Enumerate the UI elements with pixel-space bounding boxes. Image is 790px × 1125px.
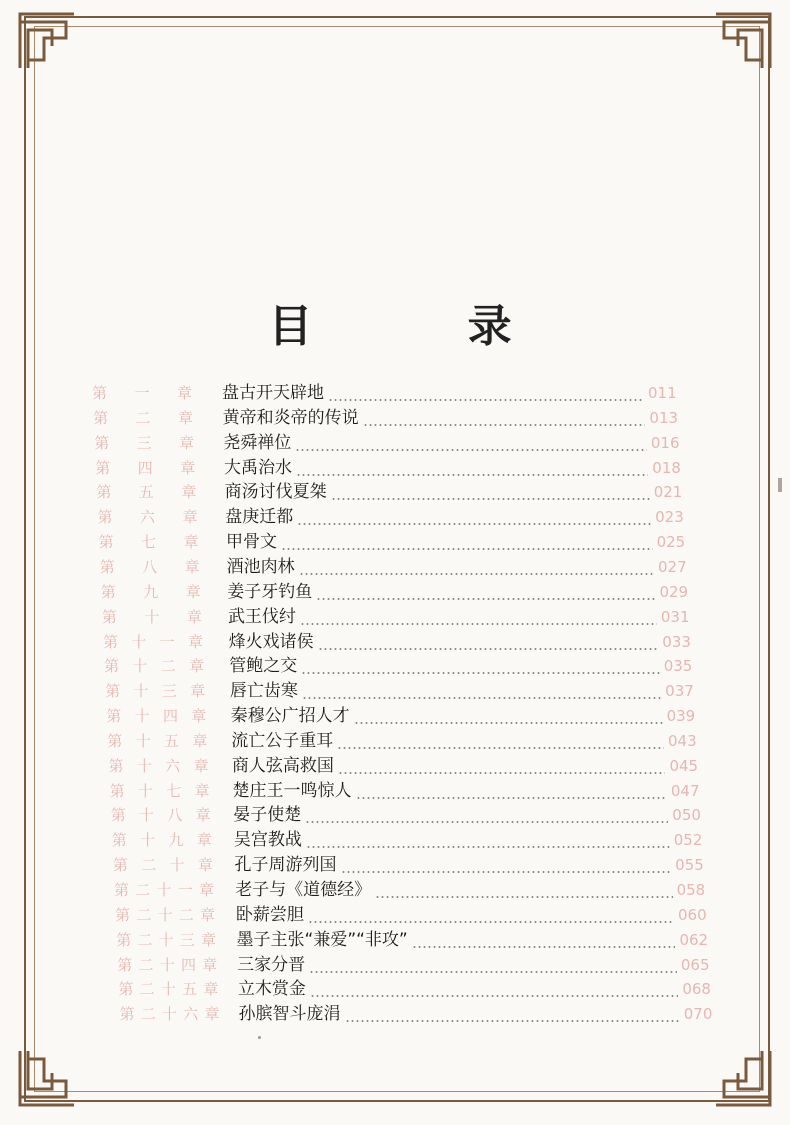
toc-chapter-char: 一: [134, 384, 150, 402]
toc-dot-leader: [310, 978, 678, 1000]
toc-dot-leader: [345, 1003, 680, 1025]
toc-dot-leader: [356, 780, 667, 802]
toc-chapter-number: [96, 481, 196, 503]
toc-chapter-char: 章: [187, 632, 203, 651]
toc-dot-leader: [363, 407, 645, 429]
page-title: 目 录: [268, 301, 582, 352]
toc-dot-leader: [375, 879, 673, 901]
toc-row: [0, 780, 790, 802]
toc-chapter-char: 十: [156, 881, 172, 899]
toc-chapter-char: 第: [117, 955, 133, 974]
toc-page-number: 068: [682, 980, 711, 999]
toc-chapter-char: 十: [132, 657, 148, 676]
corner-ornament-top-right: [710, 8, 776, 74]
toc-chapter-char: 一: [159, 632, 175, 651]
toc-chapter-number: [109, 755, 209, 777]
toc-chapter-char: 十: [135, 731, 151, 750]
toc-chapter-char: 第: [116, 930, 132, 949]
toc-row: [0, 382, 790, 404]
toc-row: [0, 954, 790, 976]
toc-chapter-char: 章: [198, 881, 214, 899]
toc-row: [0, 755, 790, 777]
toc-chapter-char: 十: [159, 955, 175, 974]
toc-page-number: 047: [670, 781, 700, 800]
toc-chapter-char: 三: [136, 433, 152, 452]
toc-row: [0, 730, 790, 752]
toc-chapter-char: 一: [177, 881, 193, 899]
toc-row: [0, 531, 790, 553]
toc-dot-leader: [309, 954, 677, 976]
toc-page-number: 039: [666, 707, 696, 726]
toc-page-number: 018: [652, 458, 681, 477]
toc-chapter-char: 十: [137, 781, 153, 800]
toc-dot-leader: [296, 457, 648, 479]
toc-page-number: 033: [662, 632, 691, 651]
toc-dot-leader: [301, 655, 660, 677]
toc-row: [0, 904, 790, 926]
toc-page-number: 025: [656, 533, 686, 552]
toc-chapter-char: 四: [162, 707, 178, 726]
toc-chapter-char: 章: [179, 433, 195, 452]
toc-entry-title: 孔子周游列国: [234, 855, 337, 876]
toc-entry-title: 管鲍之交: [229, 656, 298, 677]
toc-dot-leader: [306, 829, 670, 851]
toc-page-number: 031: [660, 607, 690, 626]
corner-ornament-bottom-left: [14, 1045, 80, 1111]
toc-page-number: 021: [653, 483, 683, 502]
toc-row: [0, 606, 790, 628]
toc-chapter-char: 章: [201, 930, 217, 949]
toc-chapter-number: [105, 680, 205, 702]
toc-row: [0, 481, 790, 503]
toc-chapter-char: 二: [139, 980, 155, 999]
toc-dot-leader: [354, 705, 663, 727]
toc-chapter-char: 二: [136, 905, 152, 924]
toc-chapter-number: [103, 631, 203, 653]
toc-row: [0, 680, 790, 702]
toc-chapter-number: [116, 929, 216, 951]
toc-page-number: 052: [673, 831, 703, 850]
toc-dot-leader: [297, 506, 651, 528]
toc-chapter-char: 章: [181, 483, 197, 502]
toc-chapter-char: 第: [107, 731, 123, 750]
toc-row: [0, 655, 790, 677]
toc-chapter-char: 第: [94, 433, 110, 452]
toc-chapter-char: 章: [196, 831, 212, 850]
toc-entry-title: 姜子牙钓鱼: [227, 581, 313, 602]
toc-chapter-char: 二: [135, 881, 151, 899]
toc-chapter-char: 章: [193, 756, 209, 775]
toc-row: [0, 506, 790, 528]
toc-entry-title: 吴宫教战: [233, 830, 302, 851]
toc-chapter-char: 第: [105, 682, 121, 701]
toc-chapter-char: 章: [176, 384, 192, 402]
toc-dot-leader: [316, 581, 655, 603]
toc-chapter-char: 十: [160, 980, 176, 999]
toc-chapter-char: 二: [137, 930, 153, 949]
toc-row: [0, 879, 790, 901]
toc-chapter-char: 章: [203, 980, 219, 999]
toc-chapter-number: [113, 854, 213, 876]
toc-chapter-char: 五: [182, 980, 198, 999]
toc-page-number: 011: [648, 384, 677, 402]
toc-chapter-char: 六: [165, 756, 181, 775]
toc-chapter-char: 三: [179, 930, 195, 949]
toc-chapter-char: 二: [140, 1005, 156, 1024]
toc-chapter-char: 二: [141, 856, 157, 875]
toc-chapter-char: 二: [135, 408, 151, 427]
toc-page-number: 070: [683, 1005, 713, 1024]
toc-dot-leader: [341, 854, 671, 876]
toc-chapter-char: 章: [184, 557, 200, 576]
toc-chapter-char: 八: [167, 806, 183, 825]
toc-entry-title: 武王伐纣: [227, 606, 296, 627]
toc-page-number: 013: [649, 408, 679, 427]
toc-chapter-number: [112, 829, 212, 851]
toc-chapter-number: [106, 705, 206, 727]
toc-chapter-char: 章: [189, 657, 205, 676]
toc-chapter-char: 章: [178, 408, 194, 427]
toc-entry-title: 墨子主张“兼爱”“非攻”: [236, 929, 408, 950]
toc-page-number: 035: [663, 657, 693, 676]
toc-entry-title: 盘古开天辟地: [222, 383, 324, 403]
toc-chapter-char: 四: [137, 458, 153, 477]
toc-chapter-char: 章: [195, 806, 211, 825]
toc-chapter-char: 八: [142, 557, 158, 576]
toc-chapter-char: 十: [144, 607, 160, 626]
toc-chapter-char: 十: [161, 1005, 177, 1024]
toc-chapter-char: 十: [133, 682, 149, 701]
toc-entry-title: 楚庄王一鸣惊人: [232, 780, 352, 801]
toc-row: [0, 631, 790, 653]
toc-chapter-char: 第: [118, 980, 134, 999]
toc-entry-title: 商汤讨伐夏桀: [224, 482, 327, 503]
toc-entry-title: 三家分晋: [237, 954, 306, 975]
toc-chapter-char: 第: [93, 408, 109, 427]
toc-row: [0, 705, 790, 727]
toc-chapter-number: [102, 606, 202, 628]
toc-entry-title: 酒池肉林: [226, 556, 295, 577]
toc-chapter-number: [117, 954, 217, 976]
toc-entry-title: 秦穆公广招人才: [230, 706, 350, 727]
toc-chapter-char: 章: [194, 781, 210, 800]
toc-chapter-char: 七: [141, 533, 157, 552]
toc-chapter-char: 章: [204, 1005, 220, 1024]
toc-page-number: 060: [678, 905, 707, 924]
toc-dot-leader: [338, 755, 665, 777]
toc-page-number: 029: [659, 582, 689, 601]
toc-chapter-char: 第: [99, 557, 115, 576]
toc-page-number: 037: [665, 682, 694, 701]
toc-chapter-char: 章: [200, 905, 216, 924]
toc-dot-leader: [305, 804, 668, 826]
toc-chapter-number: [107, 730, 207, 752]
toc-chapter-char: 六: [183, 1005, 199, 1024]
toc-dot-leader: [337, 730, 664, 752]
toc-page-number: 055: [675, 856, 704, 875]
toc-chapter-number: [95, 457, 195, 479]
toc-chapter-number: [98, 506, 198, 528]
toc-entry-title: 立木赏金: [237, 979, 306, 1000]
toc-chapter-char: 章: [185, 582, 201, 601]
toc-chapter-char: 十: [134, 707, 150, 726]
toc-entry-title: 尧舜禅位: [223, 432, 292, 453]
toc-chapter-char: 第: [114, 881, 130, 899]
toc-chapter-char: 第: [103, 632, 119, 651]
toc-chapter-char: 第: [106, 707, 122, 726]
toc-page-number: 016: [650, 433, 680, 452]
toc-chapter-char: 三: [161, 682, 177, 701]
toc-chapter-char: 章: [183, 533, 199, 552]
toc-row: [0, 432, 790, 454]
toc-chapter-char: 章: [190, 682, 206, 701]
toc-chapter-char: 第: [110, 806, 126, 825]
toc-chapter-number: [101, 581, 201, 603]
toc-chapter-number: [111, 804, 211, 826]
toc-chapter-char: 章: [180, 458, 196, 477]
toc-entry-title: 唇亡齿寒: [229, 681, 298, 702]
toc-chapter-char: 二: [160, 657, 176, 676]
toc-chapter-char: 章: [186, 607, 202, 626]
toc-dot-leader: [300, 606, 657, 628]
toc-page-number: 050: [672, 806, 701, 825]
toc-chapter-number: [118, 978, 218, 1000]
toc-chapter-char: 第: [111, 831, 127, 850]
toc-dot-leader: [328, 382, 644, 404]
toc-row: [0, 804, 790, 826]
toc-chapter-char: 第: [96, 483, 112, 502]
toc-dot-leader: [302, 680, 661, 702]
toc-row: [0, 1003, 790, 1025]
toc-row: [0, 407, 790, 429]
toc-chapter-char: 十: [139, 806, 155, 825]
toc-chapter-number: [92, 382, 192, 404]
toc-chapter-number: [93, 407, 193, 429]
toc-chapter-char: 二: [178, 905, 194, 924]
toc-chapter-number: [104, 655, 204, 677]
toc-chapter-char: 五: [164, 731, 180, 750]
toc-entry-title: 大禹治水: [223, 457, 292, 478]
toc-chapter-char: 章: [202, 955, 218, 974]
toc-chapter-char: 第: [95, 458, 111, 477]
toc-page-number: 027: [658, 557, 687, 576]
toc-page-number: 023: [655, 508, 684, 527]
toc-chapter-number: [120, 1003, 220, 1025]
toc-chapter-char: 二: [138, 955, 154, 974]
toc-chapter-char: 十: [169, 856, 185, 875]
toc-chapter-number: [115, 904, 215, 926]
toc-dot-leader: [412, 929, 675, 951]
toc-entry-title: 烽火戏诸侯: [228, 631, 314, 652]
toc-dot-leader: [308, 904, 674, 926]
print-speck: [258, 1036, 261, 1039]
toc-chapter-char: 第: [100, 582, 116, 601]
toc-page-number: 062: [679, 930, 709, 949]
toc-chapter-char: 第: [104, 657, 120, 676]
toc-chapter-char: 九: [168, 831, 184, 850]
toc-page-number: 058: [676, 881, 706, 899]
toc-chapter-char: 章: [192, 731, 208, 750]
toc-chapter-char: 十: [157, 905, 173, 924]
toc-row: [0, 457, 790, 479]
toc-chapter-char: 四: [181, 955, 197, 974]
toc-chapter-number: [114, 879, 214, 901]
toc-chapter-number: [110, 780, 210, 802]
corner-ornament-bottom-right: [710, 1045, 776, 1111]
toc-chapter-char: 第: [101, 607, 117, 626]
toc-row: [0, 829, 790, 851]
toc-row: [0, 978, 790, 1000]
toc-dot-leader: [331, 481, 650, 503]
toc-entry-title: 流亡公子重耳: [231, 730, 334, 751]
toc-entry-title: 黄帝和炎帝的传说: [222, 407, 359, 428]
toc-page-number: 065: [680, 955, 710, 974]
toc-chapter-char: 第: [92, 384, 108, 402]
toc-chapter-char: 十: [140, 831, 156, 850]
toc-chapter-char: 五: [138, 483, 154, 502]
toc-chapter-char: 六: [139, 508, 155, 527]
toc-chapter-char: 章: [191, 707, 207, 726]
toc-chapter-number: [99, 531, 199, 553]
toc-chapter-char: 第: [109, 781, 125, 800]
toc-entry-title: 老子与《道德经》: [235, 880, 372, 900]
toc-chapter-char: 第: [108, 756, 124, 775]
toc-entry-title: 商人弦高救国: [231, 755, 334, 776]
toc-entry-title: 盘庚迁都: [225, 507, 294, 528]
toc-entry-title: 晏子使楚: [233, 805, 302, 826]
toc-chapter-char: 章: [182, 508, 198, 527]
toc-chapter-char: 第: [119, 1005, 135, 1024]
edge-mark: [778, 478, 782, 492]
corner-ornament-top-left: [14, 8, 80, 74]
toc-chapter-char: 章: [197, 856, 213, 875]
toc-chapter-char: 十: [131, 632, 147, 651]
toc-dot-leader: [281, 531, 653, 553]
toc-chapter-char: 第: [115, 905, 131, 924]
toc-dot-leader: [299, 556, 654, 578]
toc-chapter-char: 十: [158, 930, 174, 949]
toc-row: [0, 854, 790, 876]
toc-chapter-char: 七: [166, 781, 182, 800]
toc-dot-leader: [295, 432, 647, 454]
toc-row: [0, 929, 790, 951]
toc-row: [0, 581, 790, 603]
toc-entry-title: 甲骨文: [225, 532, 277, 553]
toc-dot-leader: [318, 631, 658, 653]
toc-chapter-char: 十: [136, 756, 152, 775]
toc-entry-title: 孙膑智斗庞涓: [238, 1004, 341, 1025]
toc-page-number: 043: [668, 731, 697, 750]
toc-row: [0, 556, 790, 578]
toc-chapter-char: 第: [112, 856, 128, 875]
toc-chapter-char: 第: [97, 508, 113, 527]
toc-chapter-char: 第: [98, 533, 114, 552]
toc-page-number: 045: [669, 756, 699, 775]
toc-entry-title: 卧薪尝胆: [235, 904, 304, 925]
toc-chapter-number: [94, 432, 194, 454]
toc-chapter-number: [100, 556, 200, 578]
toc-chapter-char: 九: [143, 582, 159, 601]
